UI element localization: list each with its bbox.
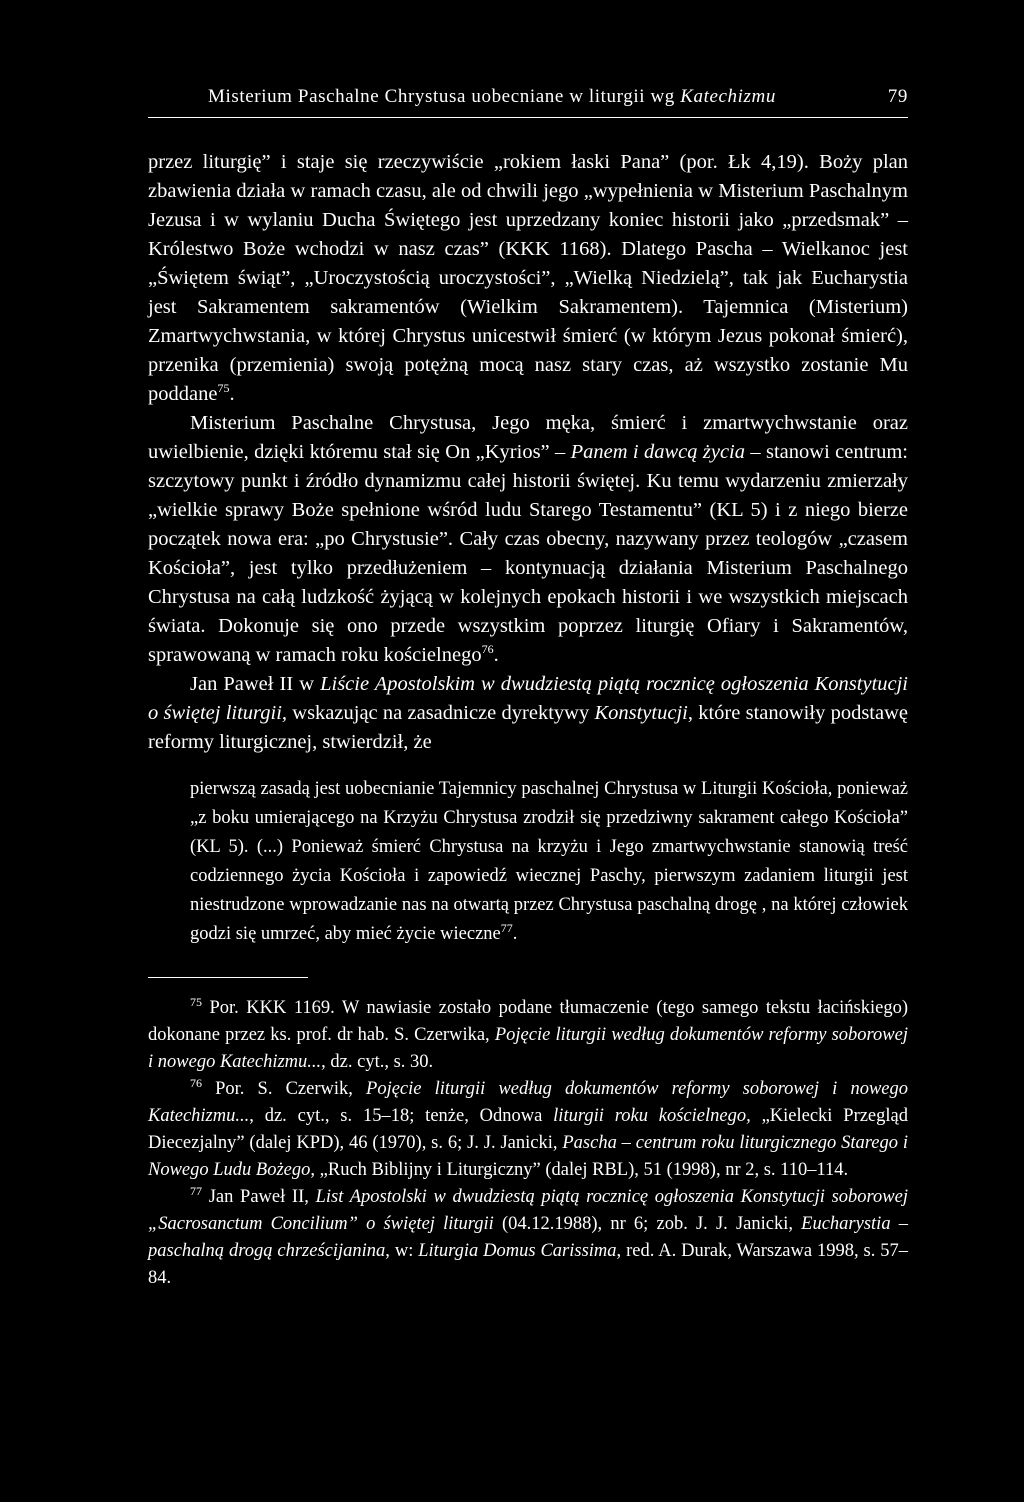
- footnote-number: 77: [190, 1183, 202, 1198]
- footnote-text: , red. A. Durak, Warszawa 1998, s. 57–84.: [148, 1241, 909, 1288]
- footnote-75: [148, 995, 908, 1076]
- footnote-italic: Pojęcie liturgii według dokumentów reformy soborowej i nowego Katechizmu...: [148, 1079, 908, 1126]
- footnote-ref-76[interactable]: 76: [481, 642, 494, 657]
- paragraph-3-italic-b: Konstytucji: [594, 702, 688, 724]
- paragraph-3: [148, 670, 908, 757]
- paragraph-2: [148, 409, 908, 670]
- paragraph-2-text-b: – stanowi centrum: szczytowy punkt i źródło dynamizmu całej historii świętej. Ku temu wydarzeniu zmierzały „wielkie sprawy Boże spełnione wśród ludu Starego Testamentu” (KL 5) i z niego bierze początek nowa era: „po Chrystusie”. Cały czas obecny, nazywany przez teologów „czasem Kościoła”, jest tylko przedłużeniem – kontynuacją działania Misterium Paschalnego Chrystusa na całą ludzkość żyjącą w kolejnych epokach historii i we wszystkich miejscach świata. Dokonuje się ono przede wszystkim poprzez liturgię Ofiary i Sakramentów, sprawowaną w ramach roku kościelnego: [148, 441, 908, 666]
- footnote-text: , dz. cyt., s. 30.: [321, 1052, 434, 1072]
- running-title-text: Misterium Paschalne Chrystusa uobecniane w liturgii wg: [208, 86, 681, 107]
- page-number: 79: [887, 86, 908, 107]
- footnote-text: Por. KKK 1169. W nawiasie zostało podane tłumaczenie (tego samego tekstu łacińskiego) dokonane przez ks. prof. dr hab. S. Czerwika,: [148, 998, 908, 1045]
- running-header: [148, 86, 908, 108]
- quote-end: .: [512, 924, 518, 944]
- footnote-italic: Eucharystia – paschalną drogą chrześcijanina: [148, 1214, 908, 1261]
- footnote-77: [148, 1184, 908, 1292]
- footnote-76: [148, 1076, 908, 1184]
- main-text: [148, 148, 908, 757]
- footnote-text: Por. S. Czerwik,: [202, 1079, 367, 1099]
- footnote-italic: Pojęcie liturgii według dokumentów reformy soborowej i nowego Katechizmu...: [148, 1025, 908, 1072]
- footnote-text: , w:: [385, 1241, 419, 1261]
- paragraph-2-text-a: Misterium Paschalne Chrystusa, Jego męka, śmierć i zmartwychwstanie oraz uwielbienie, dzięki któremu stał się On „Kyrios” –: [148, 412, 908, 463]
- footnote-text: Jan Paweł II,: [202, 1187, 316, 1207]
- running-title-italic: Katechizmu: [680, 86, 776, 107]
- footnote-number: 76: [190, 1075, 202, 1090]
- paragraph-3-text-b: wskazując na zasadnicze dyrektywy: [287, 702, 595, 724]
- quote-text: pierwszą zasadą jest uobecnianie Tajemnicy paschalnej Chrystusa w Liturgii Kościoła, ponieważ „z boku umierającego na Krzyżu Chrystusa zrodził się przedziwny sakrament całego Kościoła” (KL 5). (...) Ponieważ śmierć Chrystusa na krzyżu i Jego zmartwychwstanie stanowią treść codziennego życia Kościoła i zapowiedź wiecznej Paschy, pierwszym zadaniem liturgii jest niestrudzone wprowadzanie nas na otwartą przez Chrystusa paschalną drogę , na której człowiek godzi się umrzeć, aby mieć życie wieczne: [190, 779, 908, 944]
- footnote-number: 75: [190, 994, 202, 1009]
- paragraph-3-text-a: Jan Paweł II w: [190, 673, 321, 695]
- footnote-italic: List Apostolski w dwudziestą piątą rocznicę ogłoszenia Konstytucji soborowej „Sacrosanctum Concilium” o świętej liturgii: [148, 1187, 908, 1234]
- footnotes: [148, 995, 908, 1292]
- paragraph-2-italic: Panem i dawcą życia: [570, 441, 746, 463]
- footnote-ref-75[interactable]: 75: [217, 381, 230, 396]
- footnote-italic: liturgii roku kościelnego,: [553, 1106, 751, 1126]
- paragraph-1-end: .: [229, 383, 235, 405]
- paragraph-1: [148, 148, 908, 409]
- paragraph-3-italic-a: Liście Apostolskim w dwudziestą piątą rocznicę ogłoszenia Konstytucji o świętej liturgii,: [148, 673, 908, 724]
- footnote-text: , dz. cyt., s. 15–18; tenże, Odnowa: [249, 1106, 554, 1126]
- footnote-text: „Kielecki Przegląd Diecezjalny” (dalej KPD), 46 (1970), s. 6; J. J. Janicki,: [148, 1106, 908, 1153]
- block-quote: [190, 775, 908, 949]
- footnote-rule: [148, 977, 308, 978]
- footnote-italic: Pascha – centrum roku liturgicznego Starego i Nowego Ludu Bożego: [148, 1133, 908, 1180]
- header-rule: [148, 117, 908, 118]
- paragraph-2-end: .: [493, 644, 499, 666]
- paragraph-3-text-c: , które stanowiły podstawę reformy liturgicznej, stwierdził, że: [148, 702, 908, 753]
- footnote-ref-77[interactable]: 77: [500, 920, 513, 935]
- footnote-italic: Liturgia Domus Carissima: [418, 1241, 617, 1261]
- running-title: [148, 86, 776, 108]
- footnote-text: (04.12.1988), nr 6; zob. J. J. Janicki,: [493, 1214, 802, 1234]
- footnote-text: , „Ruch Biblijny i Liturgiczny” (dalej RBL), 51 (1998), nr 2, s. 110–114.: [310, 1160, 849, 1180]
- paragraph-1-text: przez liturgię” i staje się rzeczywiście „rokiem łaski Pana” (por. Łk 4,19). Boży plan zbawienia działa w ramach czasu, ale od chwili jego „wypełnienia w Misterium Paschalnym Jezusa i w wylaniu Ducha Świętego jest uprzedzany koniec historii jako „przedsmak” – Królestwo Boże wchodzi w nasz czas” (KKK 1168). Dlatego Pascha – Wielkanoc jest „Świętem świąt”, „Uroczystością uroczystości”, „Wielką Niedzielą”, tak jak Eucharystia jest Sakramentem sakramentów (Wielkim Sakramentem). Tajemnica (Misterium) Zmartwychwstania, w której Chrystus unicestwił śmierć (w którym Jezus pokonał śmierć), przenika (przemienia) swoją potężną mocą nasz stary czas, aż wszystko zostanie Mu poddane: [148, 151, 908, 405]
